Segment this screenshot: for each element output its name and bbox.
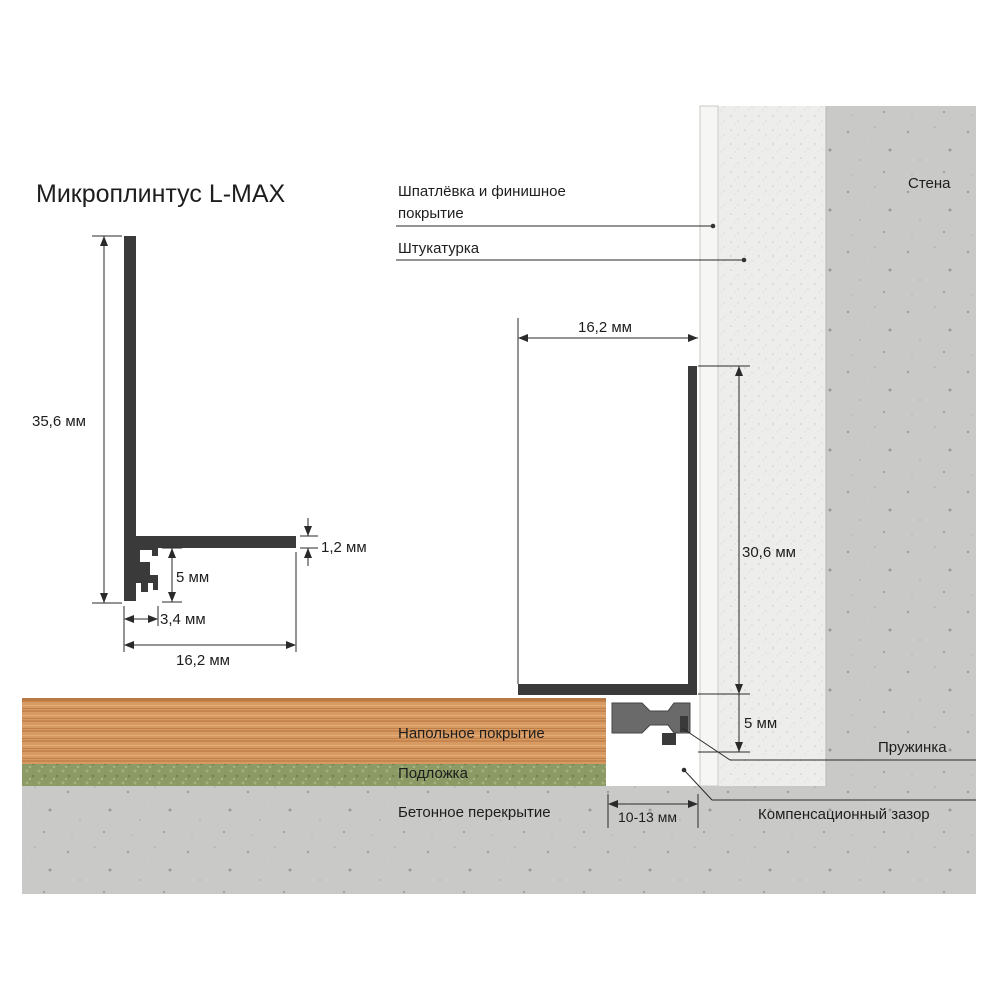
spring-height-label: 5 мм [744, 715, 778, 732]
finish-coat-label-line2: покрытие [398, 205, 464, 222]
concrete-slab [22, 786, 976, 894]
installed-profile-vertical [688, 366, 697, 694]
diagram-title: Микроплинтус L-MAX [36, 180, 286, 208]
finish-coat-layer [700, 106, 718, 786]
slab-label: Бетонное перекрытие [398, 804, 551, 821]
plaster-label: Штукатурка [398, 240, 480, 257]
leader-dot [711, 224, 716, 229]
spring-clip [612, 703, 690, 733]
expansion-gap-label: 10-13 мм [618, 809, 677, 825]
wall-block [826, 106, 976, 786]
shelf-thickness-label: 1,2 мм [321, 539, 367, 556]
installed-profile-shelf [518, 684, 697, 695]
profile-depth-label: 16,2 мм [176, 652, 230, 669]
underlay-layer [22, 764, 606, 786]
visible-height-label: 30,6 мм [742, 544, 796, 561]
spring-detail [662, 733, 676, 745]
underlay-label: Подложка [398, 765, 468, 782]
leader-dot [742, 258, 747, 263]
plaster-layer [718, 106, 826, 786]
groove-height-label: 5 мм [176, 569, 210, 586]
spring-label: Пружинка [878, 739, 947, 756]
flooring-top-edge [22, 698, 606, 701]
profile-cross-section [124, 236, 296, 601]
finish-coat-label: Шпатлёвка и финишное [398, 183, 566, 200]
gap-label: Компенсационный зазор [758, 806, 930, 823]
installed-depth-label: 16,2 мм [578, 319, 632, 336]
base-width-label: 3,4 мм [160, 611, 206, 628]
flooring-label: Напольное покрытие [398, 725, 545, 742]
wall-label: Стена [908, 175, 951, 192]
profile-height-label: 35,6 мм [32, 413, 86, 430]
